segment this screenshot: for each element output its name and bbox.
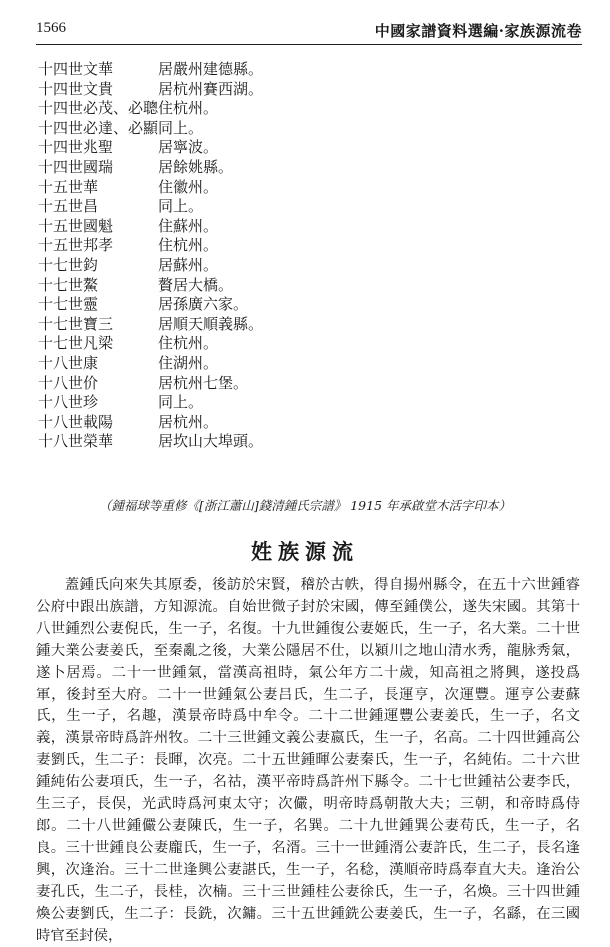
residence: 居餘姚縣。 [158, 157, 234, 176]
residence: 住杭州。 [158, 334, 219, 353]
residence: 居杭州七堡。 [158, 373, 249, 392]
residence: 同上。 [158, 197, 204, 216]
generation-name: 十七世鰲 [38, 275, 99, 294]
list-item [38, 178, 458, 198]
generation-name: 十八世珍 [38, 393, 99, 412]
residence: 居順天順義縣。 [158, 314, 264, 333]
list-item [38, 197, 458, 217]
generation-name: 十七世寶三 [38, 314, 114, 333]
list-item [38, 256, 458, 276]
generation-name: 十七世鈞 [38, 255, 99, 274]
residence: 住杭州。 [158, 99, 219, 118]
generation-name: 十八世榮華 [38, 432, 114, 451]
residence: 居孫廣六家。 [158, 295, 249, 314]
residence: 贅居大橋。 [158, 275, 234, 294]
residence: 住徽州。 [158, 177, 219, 196]
generation-name: 十八世康 [38, 353, 99, 372]
residence: 居杭州。 [158, 412, 219, 431]
generation-name: 十八世載陽 [38, 412, 114, 431]
page-header [36, 20, 582, 42]
body-paragraph: 蓋鍾氏向來失其原委，後訪於宋賢，稽於古帙，得自揚州縣令，在五十六世鍾睿公府中跟出族譜，方知源流。自始世微子封於宋國，傳至鍾僕公，遂失宋國。其第十八世鍾烈公妻倪氏，生一子，名復。十九世鍾復公妻姬氏，生一子，名大業。二十世鍾大業公妻姜氏，至秦亂之後，大業公隱居不仕，以潁川之地山清水秀，龍脉秀氣，遂卜居焉。二十一世鍾氣，當漢高祖時，氣公年方二十歲，知高祖之將興，遂投爲軍，後封至大府。二十一世鍾氣公妻吕氏，生二子，長運亨，次運豐。運亨公妻蘇氏，生一子，名趣，漢景帝時爲中牟令。二十二世鍾運豐公妻姜氏，生一子，名文義，漢景帝時爲許州牧。二十三世鍾文義公妻嬴氏，生一子，名高。二十四世鍾高公妻劉氏，生二子：長暉，次亮。二十五世鍾暉公妻秦氏，生一子，名純佑。二十六世鍾純佑公妻項氏，生一子，名祜，漢平帝時爲許州下縣令。二十七世鍾祜公妻李氏，生三子，長俣，光武時爲河東太守；次儼，明帝時爲朝散大夫；三朝，和帝時爲侍郎。二十八世鍾儼公妻陳氏，生一子，名巽。二十九世鍾巽公妻苟氏，生一子，名良。三十世鍾良公妻龐氏，生一子，名湑。三十一世鍾湑公妻許氏，生二子，長名逢興，次逢治。三十二世逢興公妻諶氏，生一子，名稔，漢順帝時爲奉直大夫。逢治公妻孔氏，生二子，長桂，次楠。三十三世鍾桂公妻徐氏，生一子，名煥。三十四世鍾煥公妻劉氏，生二子：長銑，次鏞。三十五世鍾銑公妻姜氏，生一子，名繇，在三國時官至封侯， [36, 577, 580, 944]
generation-name: 十五世邦孝 [38, 236, 114, 255]
list-item [38, 393, 458, 413]
list-item [38, 354, 458, 374]
generation-name: 十七世凡梁 [38, 334, 114, 353]
residence: 住杭州。 [158, 236, 219, 255]
generation-name: 十四世兆聖 [38, 138, 114, 157]
generation-name: 十五世國魁 [38, 216, 114, 235]
running-title: 中國家譜資料選編·家族源流卷 [374, 22, 582, 40]
generation-name: 十四世必達、必顯 [38, 118, 159, 137]
list-item [38, 80, 458, 100]
generation-name: 十四世文貴 [38, 79, 114, 98]
list-item [38, 217, 458, 237]
header-rule [36, 44, 582, 45]
generation-name: 十五世華 [38, 177, 99, 196]
residence: 居杭州賽西湖。 [158, 79, 264, 98]
list-item [38, 295, 458, 315]
list-item [38, 334, 458, 354]
residence: 居坎山大埠頭。 [158, 432, 264, 451]
list-item [38, 119, 458, 139]
list-item [38, 276, 458, 296]
section-title: 姓族源流 [251, 539, 359, 564]
generation-name: 十五世昌 [38, 197, 99, 216]
lineage-list [38, 60, 458, 452]
list-item [38, 236, 458, 256]
generation-name: 十八世价 [38, 373, 99, 392]
list-item [38, 99, 458, 119]
residence: 同上。 [158, 118, 204, 137]
source-citation: （鍾福球等重修《[浙江蕭山]錢清鍾氏宗譜》 1915 年承啟堂木活字印本） [98, 498, 511, 513]
residence: 居嚴州建德縣。 [158, 60, 264, 78]
list-item [38, 315, 458, 335]
generation-name: 十七世靈 [38, 295, 99, 314]
list-item [38, 432, 458, 452]
residence: 住蘇州。 [158, 216, 219, 235]
page-number: 1566 [36, 20, 66, 36]
generation-name: 十四世文華 [38, 60, 114, 78]
list-item [38, 158, 458, 178]
generation-name: 十四世國瑞 [38, 157, 114, 176]
generation-name: 十四世必茂、必聰 [38, 99, 159, 118]
residence: 居蘇州。 [158, 255, 219, 274]
residence: 同上。 [158, 393, 204, 412]
residence: 居寧波。 [158, 138, 219, 157]
list-item [38, 138, 458, 158]
list-item [38, 374, 458, 394]
list-item [38, 60, 458, 80]
list-item [38, 413, 458, 433]
residence: 住湖州。 [158, 353, 219, 372]
